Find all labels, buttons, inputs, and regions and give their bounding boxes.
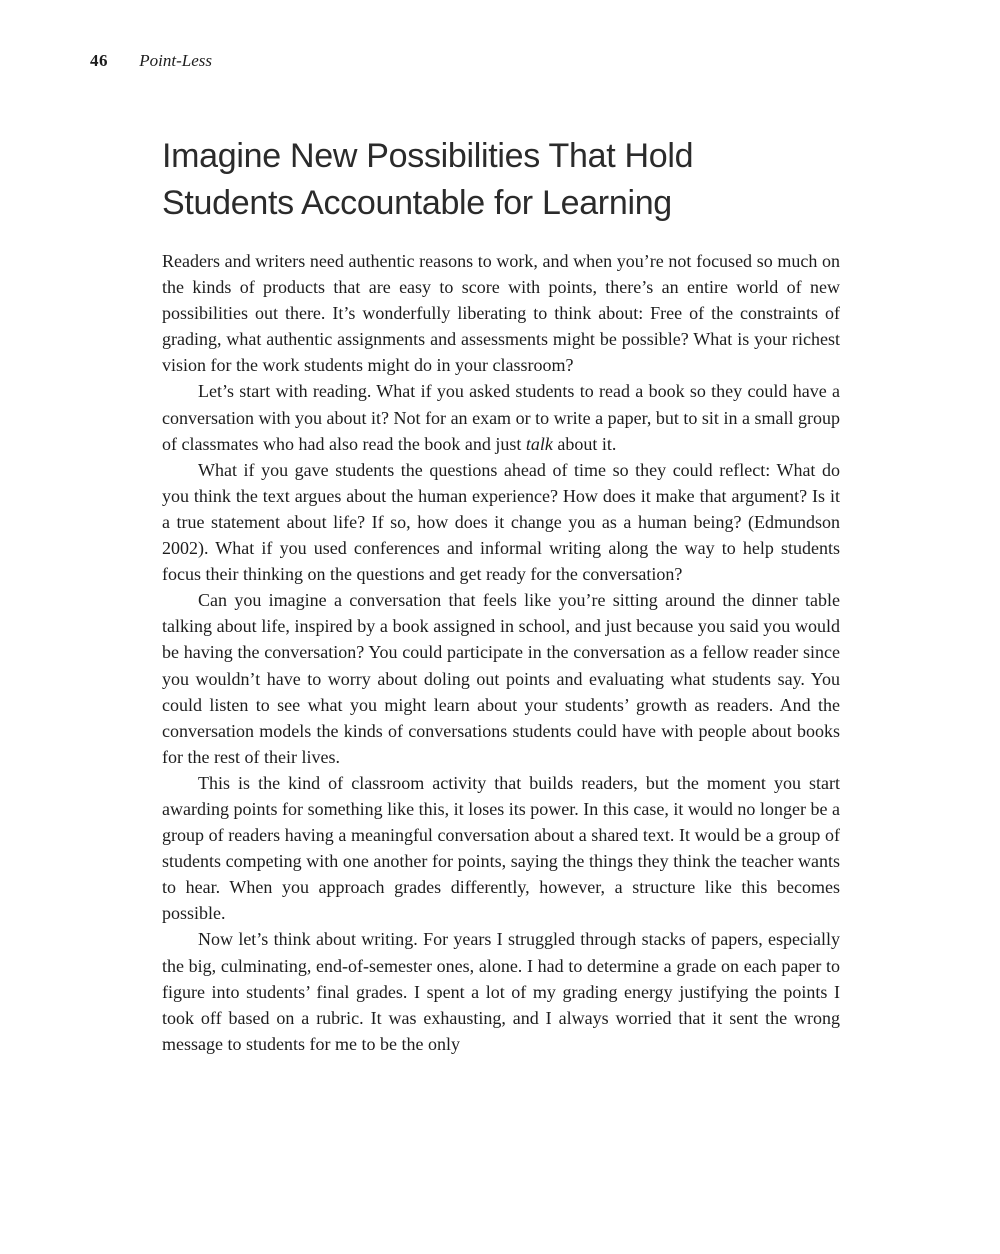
section-heading <box>162 133 840 227</box>
body-paragraph <box>162 378 840 456</box>
body-paragraph <box>162 457 840 587</box>
body-paragraph <box>162 926 840 1056</box>
body-paragraph <box>162 248 840 378</box>
page-number: 46 <box>90 51 108 70</box>
section-heading-line-2: Students Accountable for Learning <box>162 184 672 222</box>
body-text <box>162 248 840 1057</box>
text-block <box>162 133 840 1057</box>
running-head-book-title: Point-Less <box>139 51 212 70</box>
text-run: What if you gave students the questions ahead of time so they could reflect: What do you think the text argues about the human experience? How does it make that argument? Is it a true statement about life? If so, how does it change you as a human being? (Edmundson 2002). What if you used conferences and informal writing along the way to help students focus their thinking on the questions and get ready for the conversation? <box>162 459 840 585</box>
text-run: Readers and writers need authentic reasons to work, and when you’re not focused so much on the kinds of products that are easy to score with points, there’s an entire world of new possibilities out there. It’s wonderfully liberating to think about: Free of the constraints of grading, what authentic assignments and assessments might be possible? What is your richest vision for the work students might do in your classroom? <box>162 251 840 376</box>
text-run: Can you imagine a conversation that feels like you’re sitting around the dinner table talking about life, inspired by a book assigned in school, and just because you said you would be having the conversation? You could participate in the conversation as a fellow reader since you wouldn’t have to worry about doling out points and evaluating what students say. You could listen to see what you might learn about your students’ growth as readers. And the conversation models the kinds of conversations students could have with people about books for the rest of their lives. <box>162 590 840 767</box>
text-run: Let’s start with reading. What if you asked students to read a book so they could have a conversation with you about it? Not for an exam or to write a paper, but to sit in a small group of classmates who had also read the book and just <box>162 381 840 454</box>
text-run: Now let’s think about writing. For years I struggled through stacks of papers, especially the big, culminating, end-of-semester ones, alone. I had to determine a grade on each paper to figure into students’ final grades. I spent a lot of my grading energy justifying the points I took off based on a rubric. It was exhausting, and I always worried that it sent the wrong message to students for me to be the only <box>162 929 840 1054</box>
section-heading-line-1: Imagine New Possibilities That Hold <box>162 137 694 175</box>
body-paragraph <box>162 770 840 927</box>
running-head <box>90 51 212 71</box>
body-paragraph <box>162 587 840 770</box>
italic-text-run: talk <box>525 433 553 454</box>
text-run: about it. <box>552 433 617 454</box>
text-run: This is the kind of classroom activity that builds readers, but the moment you start awarding points for something like this, it loses its power. In this case, it would no longer be a group of readers having a meaningful conversation about a shared text. It would be a group of students competing with one another for points, saying the things they think the teacher wants to hear. When you approach grades differently, however, a structure like this becomes possible. <box>162 772 840 924</box>
